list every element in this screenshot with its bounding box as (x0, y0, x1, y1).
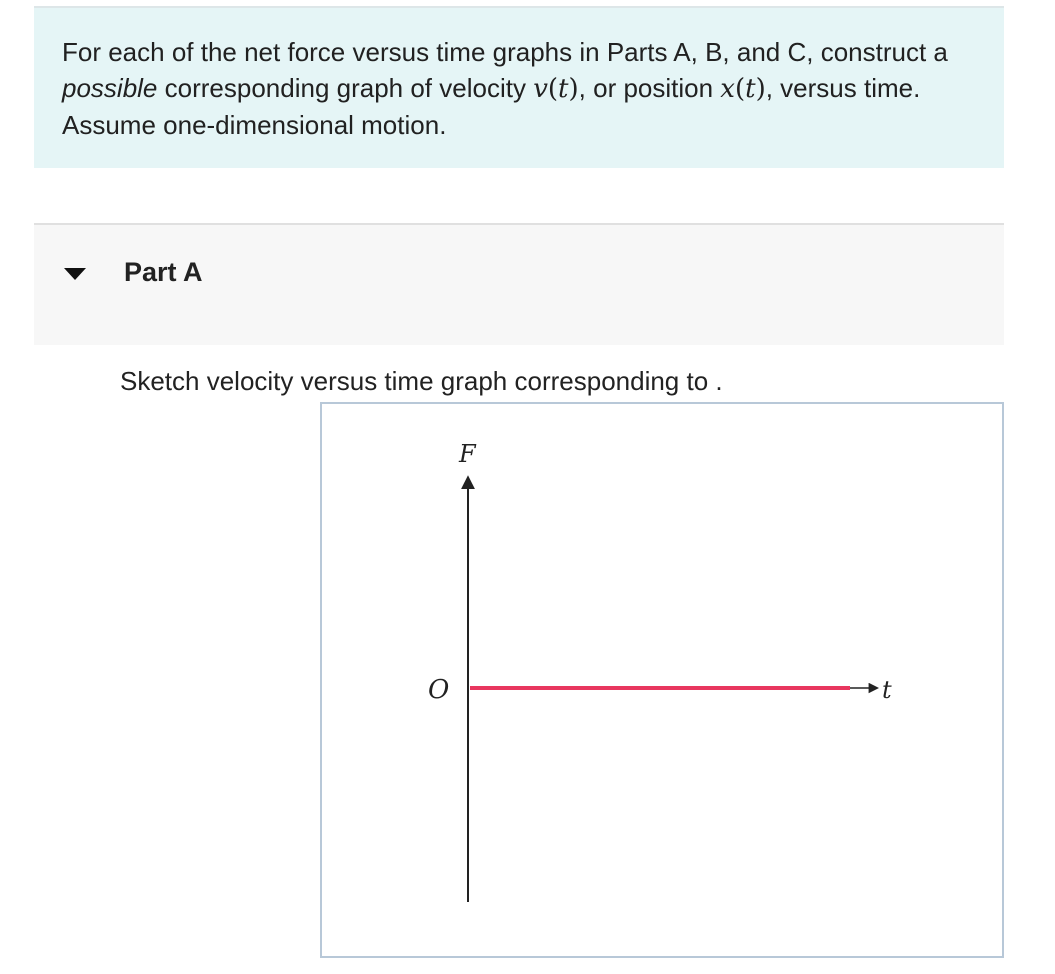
caret-down-icon[interactable] (64, 268, 86, 280)
graph-canvas (322, 404, 1002, 956)
part-title[interactable]: Part A (124, 257, 203, 287)
velocity-expression: v(t) (533, 74, 579, 104)
position-expression: x(t) (720, 74, 766, 104)
force-time-graph (320, 402, 1004, 958)
part-instruction: Sketch velocity versus time graph corresponding to . (120, 366, 723, 396)
x-axis-label: t (882, 676, 892, 704)
part-a-header[interactable] (34, 223, 1004, 345)
y-axis-label: F (459, 440, 476, 468)
problem-intro-panel (34, 6, 1004, 168)
origin-label: O (428, 675, 450, 705)
problem-statement: For each of the net force versus time graphs in Parts A, B, and C, construct a possible corresponding graph of velocity v(t), or position x(t), versus time. Assume one-dimensional motion. (62, 37, 948, 140)
emphasis-possible: possible (62, 73, 158, 103)
